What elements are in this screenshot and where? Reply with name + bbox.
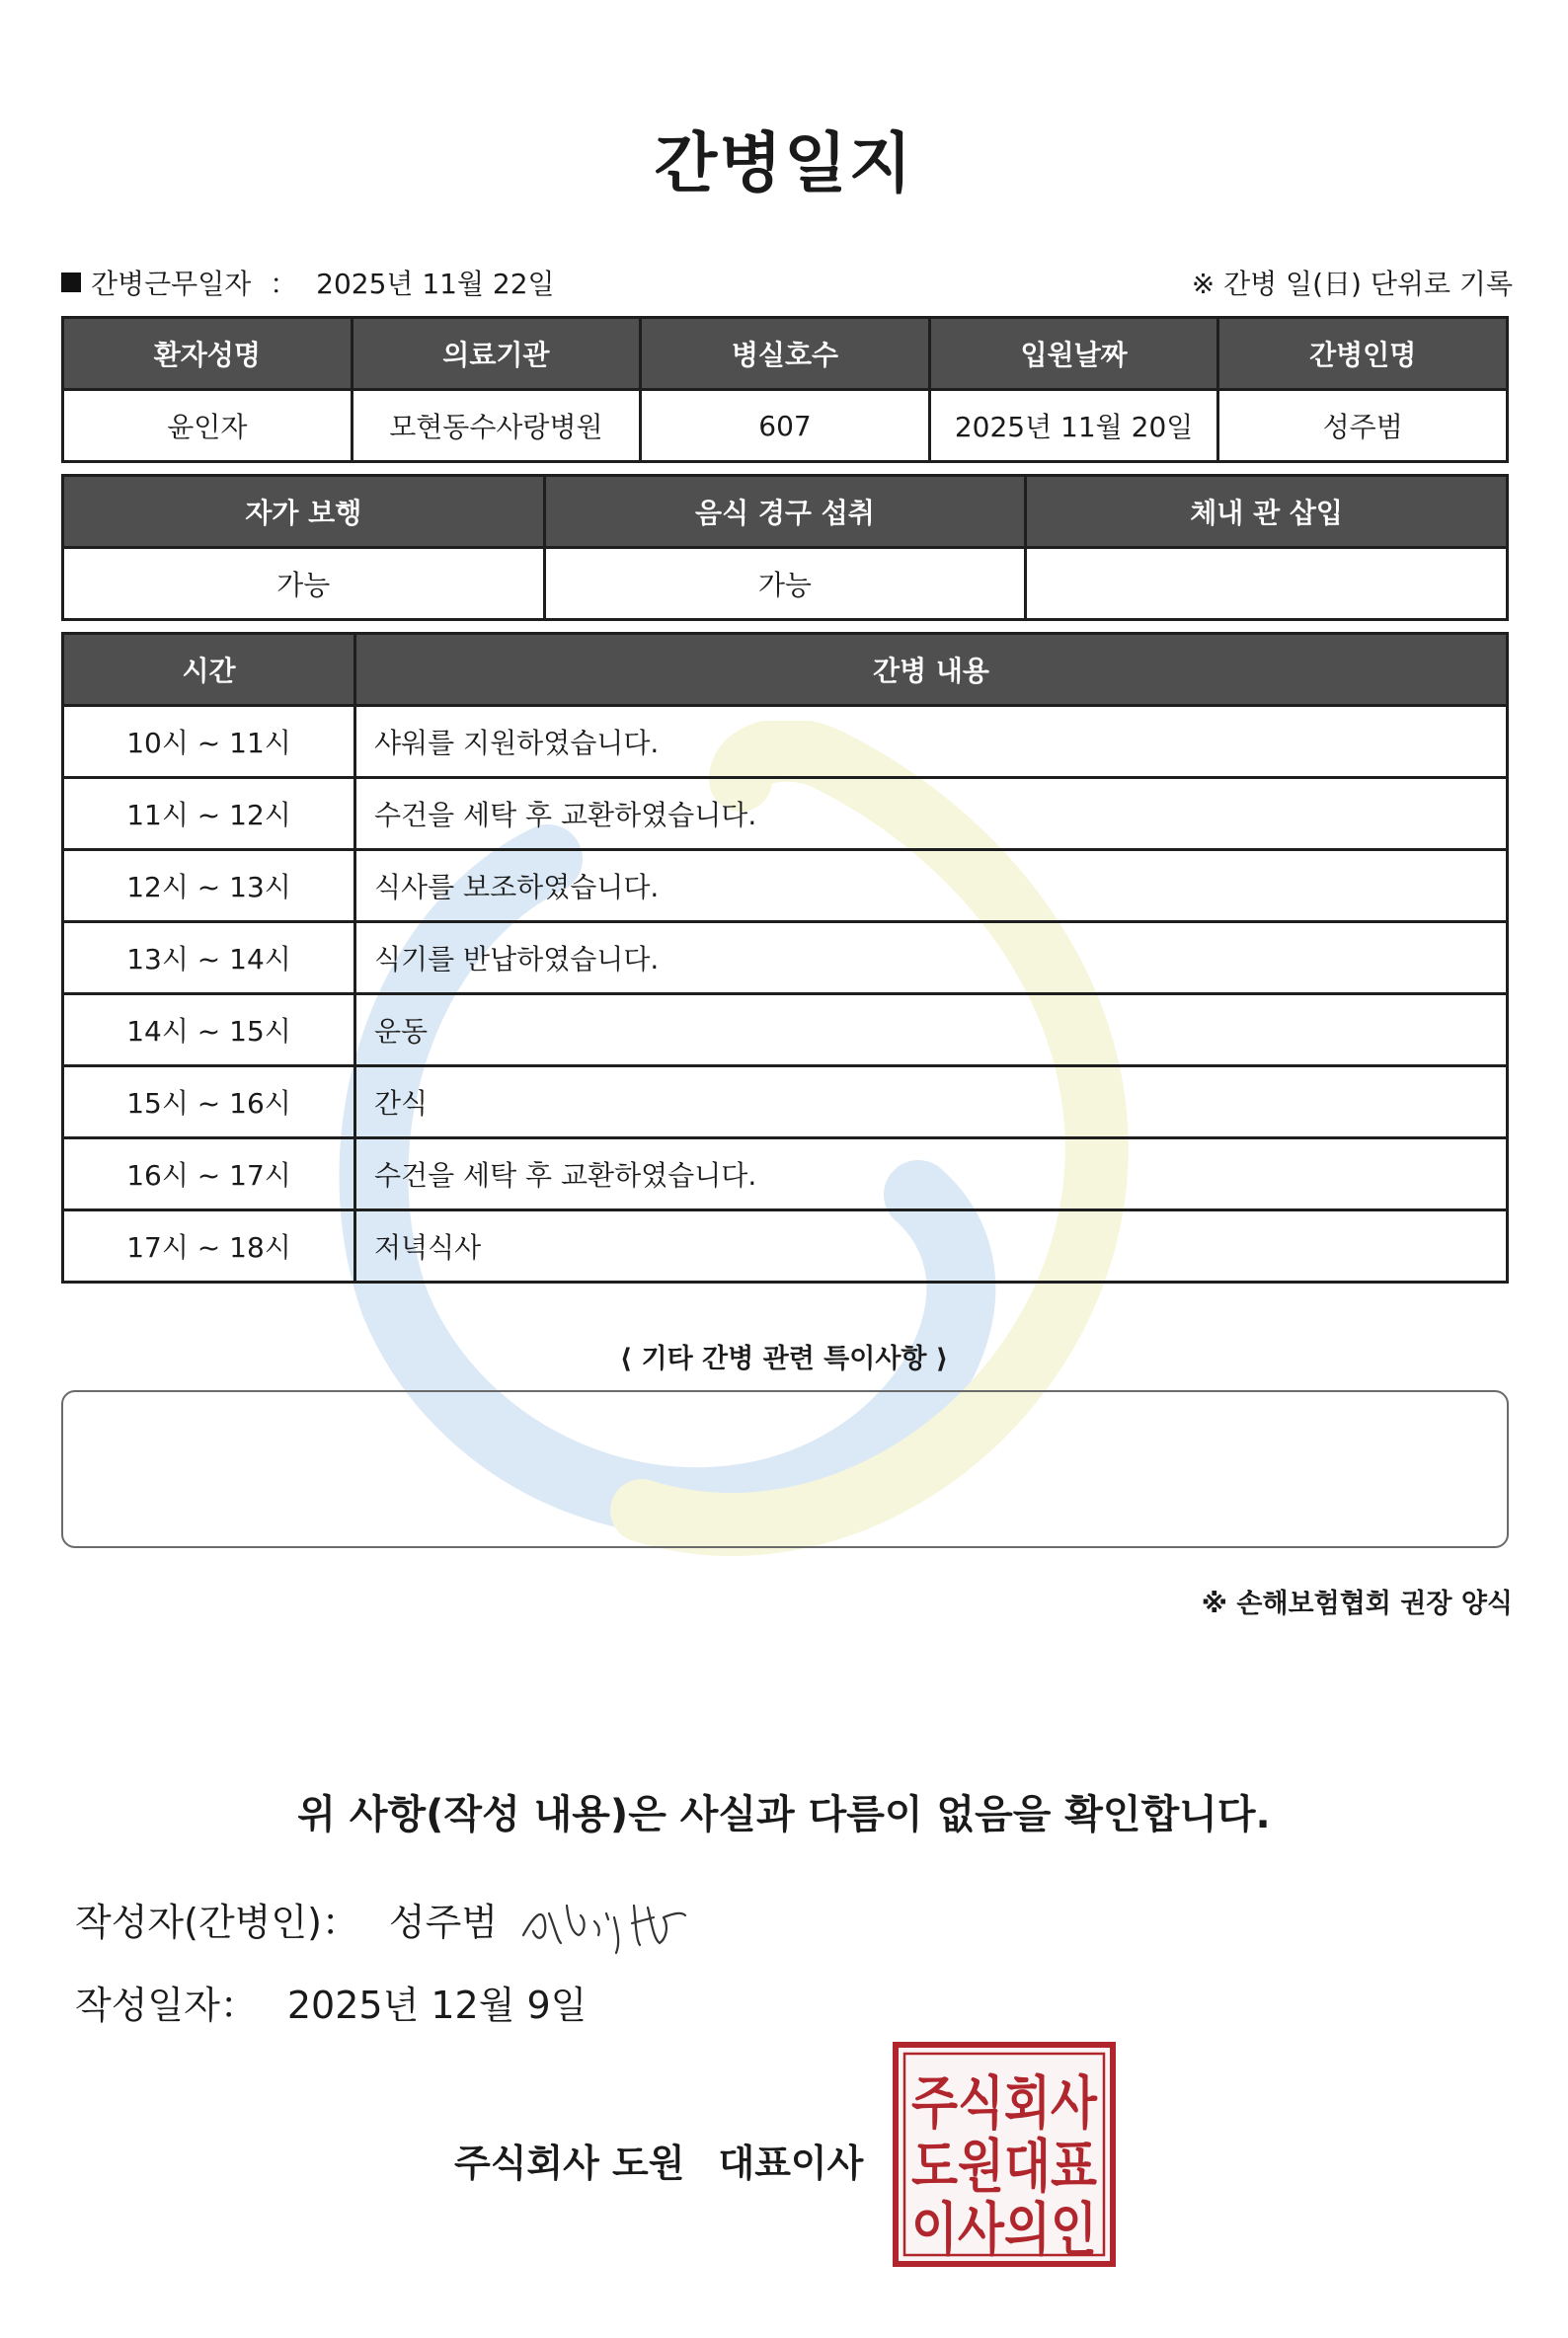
log-content: 샤워를 지원하였습니다. bbox=[355, 706, 1508, 778]
log-content: 식기를 반납하였습니다. bbox=[355, 922, 1508, 994]
table-row bbox=[63, 778, 1508, 850]
company-line bbox=[454, 2133, 863, 2187]
patient-status-header-row bbox=[63, 476, 1508, 548]
log-time: 15시 ~ 16시 bbox=[63, 1066, 355, 1138]
seal-line-2: 도원대표 bbox=[911, 2133, 1097, 2200]
header-self-walking: 자가 보행 bbox=[63, 476, 545, 548]
work-date-label: 간병근무일자 bbox=[91, 268, 252, 300]
log-time: 13시 ~ 14시 bbox=[63, 922, 355, 994]
work-date-value: 2025년 11월 22일 bbox=[316, 268, 555, 300]
log-time: 16시 ~ 17시 bbox=[63, 1138, 355, 1210]
caregiver-name: 성주범 bbox=[1218, 390, 1508, 462]
patient-status-value-row bbox=[63, 548, 1508, 620]
work-date-line bbox=[61, 263, 555, 302]
header-room-number: 병실호수 bbox=[641, 318, 930, 390]
header-tube-insertion: 체내 관 삽입 bbox=[1026, 476, 1508, 548]
admission-date: 2025년 11월 20일 bbox=[929, 390, 1218, 462]
table-row bbox=[63, 706, 1508, 778]
header-admission-date: 입원날짜 bbox=[929, 318, 1218, 390]
form-source-note: ※ 손해보험협회 권장 양식 bbox=[1201, 1589, 1513, 1619]
remarks-title: ⟨ 기타 간병 관련 특이사항 ⟩ bbox=[619, 1344, 949, 1374]
patient-info-value-row bbox=[63, 390, 1508, 462]
patient-info-header-row bbox=[63, 318, 1508, 390]
work-date-separator: ： bbox=[270, 268, 298, 300]
room-number: 607 bbox=[641, 390, 930, 462]
document-title: 간병일지 bbox=[654, 125, 914, 201]
writer-line bbox=[75, 1892, 498, 1946]
remarks-box bbox=[61, 1390, 1509, 1548]
writer-label: 작성자(간병인) bbox=[75, 1901, 322, 1944]
log-content: 저녁식사 bbox=[355, 1210, 1508, 1283]
header-care-content: 간병 내용 bbox=[355, 634, 1508, 706]
log-content: 수건을 세탁 후 교환하였습니다. bbox=[355, 1138, 1508, 1210]
care-log-table bbox=[61, 632, 1509, 1284]
company-name: 주식회사 도원 bbox=[454, 2142, 685, 2185]
tube-insertion-value bbox=[1026, 548, 1508, 620]
confirmation-statement: 위 사항(작성 내용)은 사실과 다름이 없음을 확인합니다. bbox=[297, 1792, 1271, 1837]
table-row bbox=[63, 994, 1508, 1066]
log-time: 17시 ~ 18시 bbox=[63, 1210, 355, 1283]
table-row bbox=[63, 1066, 1508, 1138]
write-date-label: 작성일자 bbox=[75, 1984, 220, 2027]
write-date-value: 2025년 12월 9일 bbox=[286, 1984, 588, 2027]
log-content: 식사를 보조하였습니다. bbox=[355, 850, 1508, 922]
table-row bbox=[63, 1138, 1508, 1210]
header-time: 시간 bbox=[63, 634, 355, 706]
company-seal-stamp bbox=[893, 2042, 1116, 2267]
write-date-separator: ： bbox=[219, 1984, 258, 2027]
log-content: 운동 bbox=[355, 994, 1508, 1066]
header-hospital: 의료기관 bbox=[352, 318, 641, 390]
seal-line-3: 이사의인 bbox=[911, 2196, 1097, 2263]
header-patient-name: 환자성명 bbox=[63, 318, 353, 390]
care-log-header-row bbox=[63, 634, 1508, 706]
table-row bbox=[63, 850, 1508, 922]
oral-intake-value: 가능 bbox=[544, 548, 1026, 620]
log-time: 10시 ~ 11시 bbox=[63, 706, 355, 778]
header-oral-intake: 음식 경구 섭취 bbox=[544, 476, 1026, 548]
header-caregiver-name: 간병인명 bbox=[1218, 318, 1508, 390]
table-row bbox=[63, 1210, 1508, 1283]
representative-title: 대표이사 bbox=[718, 2142, 864, 2185]
log-time: 14시 ~ 15시 bbox=[63, 994, 355, 1066]
handwritten-signature bbox=[515, 1884, 693, 1963]
log-time: 11시 ~ 12시 bbox=[63, 778, 355, 850]
record-note: ※ 간병 일(日) 단위로 기록 bbox=[1191, 268, 1513, 300]
patient-info-table bbox=[61, 316, 1509, 463]
writer-name: 성주범 bbox=[388, 1901, 499, 1944]
self-walking-value: 가능 bbox=[63, 548, 545, 620]
log-time: 12시 ~ 13시 bbox=[63, 850, 355, 922]
hospital-name: 모현동수사랑병원 bbox=[352, 390, 641, 462]
table-row bbox=[63, 922, 1508, 994]
log-content: 간식 bbox=[355, 1066, 1508, 1138]
log-content: 수건을 세탁 후 교환하였습니다. bbox=[355, 778, 1508, 850]
patient-name: 윤인자 bbox=[63, 390, 353, 462]
seal-line-1: 주식회사 bbox=[911, 2069, 1098, 2137]
square-bullet-icon bbox=[61, 273, 81, 292]
writer-separator: ： bbox=[321, 1901, 359, 1944]
patient-status-table bbox=[61, 474, 1509, 621]
write-date-line bbox=[75, 1975, 587, 2029]
